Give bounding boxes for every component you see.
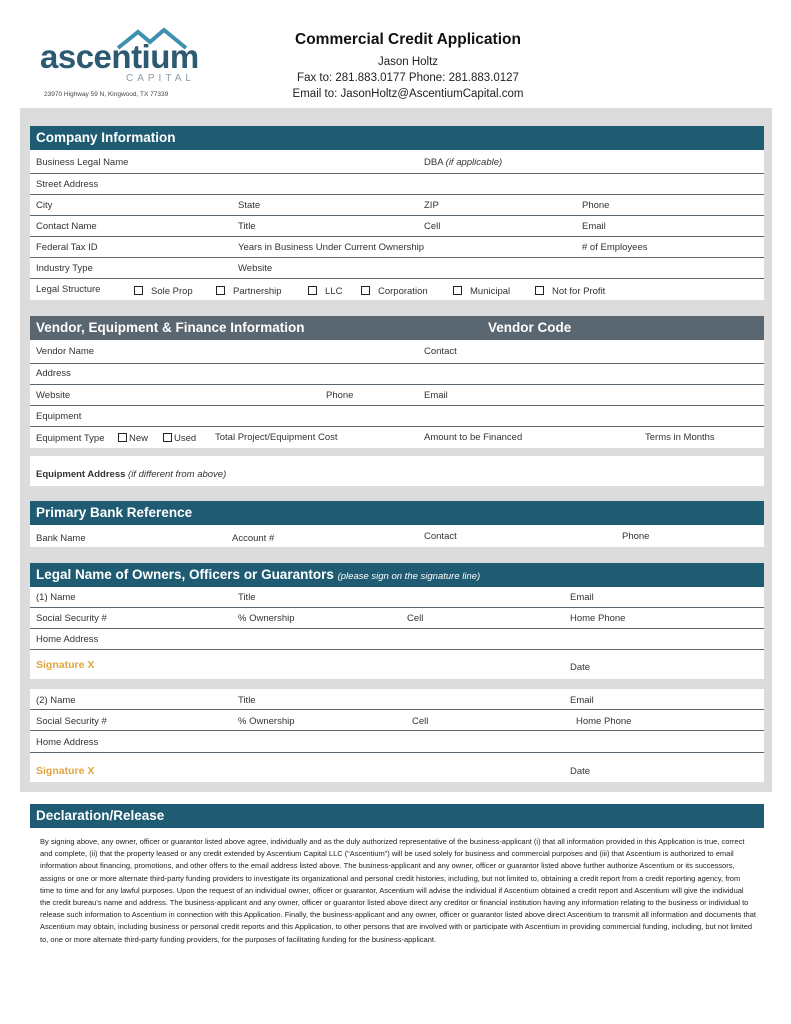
option-label: Partnership — [233, 286, 282, 297]
form-row — [30, 629, 764, 650]
owner2-date-field[interactable]: Date — [570, 766, 591, 777]
logo-wordmark: ascentium — [40, 38, 199, 75]
form-row — [30, 731, 764, 753]
option-label: Corporation — [378, 286, 428, 297]
form-row — [30, 608, 764, 629]
owner2-cell-field[interactable]: Cell — [412, 716, 429, 727]
corporation-checkbox[interactable] — [361, 286, 428, 297]
owner2-home-address-field[interactable]: Home Address — [36, 737, 99, 748]
vendor-section-title: Vendor, Equipment & Finance Information — [36, 320, 305, 335]
zip-field[interactable]: ZIP — [424, 200, 439, 211]
used-checkbox[interactable] — [163, 433, 196, 444]
equipment-address-panel — [30, 456, 764, 486]
num-employees-field[interactable]: # of Employees — [582, 242, 648, 253]
form-row — [30, 364, 764, 385]
account-number-field[interactable]: Account # — [232, 533, 275, 544]
declaration-text: By signing above, any owner, officer or guarantor listed above agree, individually and as the duly authorized representative of the business-applicant (i) that all information provided in this Application is true, correct and complete, (ii) that the property leased or any credit extended by Ascentium Capital LLC (“Ascentium”) will be used solely for business and commercial purposes and (iii) that Ascentium is authorized to email information about financing, promotions, and other offers to the email address listed above. The business-applicant and any owner, officer or guarantor listed above further authorize Ascentium or its successors, assigns or one or more alternate third-party funding providers to investigate its organizational and personal credit histories, including, but not limited to, obtaining a credit report from a credit reporting agency, from time to time and for any lawful purposes. Upon the request of an individual owner, officer or guarantor, Ascentium will advise the individual if Ascentium obtained a credit report and Ascentium will give the individual the credit bureau’s name and address. The business-applicant and any owner, officer or guarantor listed above direct any creditor or financial institution having any information relating to the business or individual to release such information to Ascentium in connection with this Application. Finally, the business-applicant and any owner, officer or guarantor listed above direct Ascentium to transmit all information and documents that Ascentium may obtain, including business or personal credit reports and this Application, to other persons that are involved with or participate with Ascentium in providing commercial funding, including, but not limited to, one or more alternate third-party funding providers, for the purposes of facilitating funding for the business-applicant. — [40, 837, 756, 944]
owner1-ssn-field[interactable]: Social Security # — [36, 613, 107, 624]
form-row — [30, 525, 764, 547]
form-row — [30, 258, 764, 279]
street-address-field[interactable]: Street Address — [36, 179, 99, 190]
section-title: Declaration/Release — [30, 804, 764, 828]
sole-prop-checkbox[interactable] — [134, 286, 193, 297]
option-label: LLC — [325, 286, 343, 297]
owner1-email-field[interactable]: Email — [570, 592, 594, 603]
terms-field[interactable]: Terms in Months — [645, 432, 715, 443]
form-row — [30, 710, 764, 731]
checkbox-icon — [216, 286, 225, 295]
owner2-signature-line[interactable]: Signature X — [36, 765, 95, 777]
years-in-business-field[interactable]: Years in Business Under Current Ownership — [238, 242, 425, 253]
checkbox-icon — [361, 286, 370, 295]
equipment-type-label: Equipment Type — [36, 433, 105, 444]
option-label: Not for Profit — [552, 286, 606, 297]
owners-section — [30, 563, 764, 679]
equipment-address-note: (if different from above) — [128, 469, 227, 480]
legal-structure-label: Legal Structure — [36, 284, 101, 295]
declaration-header — [30, 804, 764, 828]
checkbox-icon — [134, 286, 143, 295]
contact-name-field[interactable]: Contact Name — [36, 221, 97, 232]
contact-name: Jason Holtz — [377, 56, 439, 68]
checkbox-icon — [535, 286, 544, 295]
city-field[interactable]: City — [36, 200, 53, 211]
equipment-address-field[interactable] — [36, 469, 226, 480]
owner2-home-phone-field[interactable]: Home Phone — [576, 716, 632, 727]
owner2-name-field[interactable]: (2) Name — [36, 695, 76, 706]
form-row — [30, 195, 764, 216]
state-field[interactable]: State — [238, 200, 261, 211]
llc-checkbox[interactable] — [308, 286, 342, 297]
vendor-phone-field[interactable]: Phone — [326, 390, 354, 401]
section-title — [30, 316, 764, 340]
owners-title-note: (please sign on the signature line) — [337, 571, 481, 582]
owner1-date-field[interactable]: Date — [570, 662, 591, 673]
vendor-website-field[interactable]: Website — [36, 390, 71, 401]
owner1-name-field[interactable]: (1) Name — [36, 592, 76, 603]
company-section — [30, 126, 764, 300]
section-title: Company Information — [30, 126, 764, 150]
page-title: Commercial Credit Application — [295, 31, 521, 48]
owner1-home-address-field[interactable]: Home Address — [36, 634, 99, 645]
vendor-email-field[interactable]: Email — [424, 390, 448, 401]
form-row — [30, 587, 764, 608]
contact-email: Email to: JasonHoltz@AscentiumCapital.com — [292, 88, 524, 100]
owner1-title-field[interactable]: Title — [238, 592, 256, 603]
vendor-address-field[interactable]: Address — [36, 368, 71, 379]
business-legal-name-field[interactable]: Business Legal Name — [36, 157, 129, 168]
industry-type-field[interactable]: Industry Type — [36, 263, 93, 274]
form-row — [30, 340, 764, 364]
vendor-contact-field[interactable]: Contact — [424, 346, 457, 357]
dba-note: (if applicable) — [445, 157, 503, 168]
form-row — [30, 650, 764, 679]
option-label: New — [129, 433, 149, 444]
section-title: Primary Bank Reference — [30, 501, 764, 525]
cell-field[interactable]: Cell — [424, 221, 441, 232]
checkbox-icon — [453, 286, 462, 295]
phone-field[interactable]: Phone — [582, 200, 610, 211]
owner2-ssn-field[interactable]: Social Security # — [36, 716, 107, 727]
owner2-email-field[interactable]: Email — [570, 695, 594, 706]
total-cost-field[interactable]: Total Project/Equipment Cost — [215, 432, 338, 443]
federal-tax-id-field[interactable]: Federal Tax ID — [36, 242, 98, 253]
equipment-address-label: Equipment Address — [36, 469, 126, 480]
option-label: Used — [174, 433, 197, 444]
checkbox-icon — [308, 286, 317, 295]
owner1-home-phone-field[interactable]: Home Phone — [570, 613, 626, 624]
owner2-title-field[interactable]: Title — [238, 695, 256, 706]
option-label: Sole Prop — [151, 286, 193, 297]
section-title — [30, 563, 764, 587]
form-row — [30, 150, 764, 174]
owner1-signature-line[interactable]: Signature X — [36, 659, 95, 671]
dba-label: DBA — [424, 157, 444, 168]
bank-phone-field[interactable]: Phone — [622, 531, 650, 542]
equipment-field[interactable]: Equipment — [36, 411, 82, 422]
title-field[interactable]: Title — [238, 221, 256, 232]
form-row — [30, 174, 764, 195]
email-field[interactable]: Email — [582, 221, 606, 232]
logo-subtitle: CAPITAL — [126, 73, 195, 84]
dba-field[interactable] — [424, 157, 502, 168]
vendor-name-field[interactable]: Vendor Name — [36, 346, 95, 357]
bank-contact-field[interactable]: Contact — [424, 531, 457, 542]
partnership-checkbox[interactable] — [216, 286, 282, 297]
form-row — [30, 216, 764, 237]
owner2-panel — [30, 689, 764, 782]
form-row — [30, 279, 764, 300]
new-checkbox[interactable] — [118, 433, 148, 444]
form-row — [30, 406, 764, 427]
owner2-ownership-field[interactable]: % Ownership — [238, 716, 295, 727]
form-row — [30, 753, 764, 782]
fax-phone: Fax to: 281.883.0177 Phone: 281.883.0127 — [297, 72, 519, 84]
vendor-section — [30, 316, 764, 448]
form-row — [30, 385, 764, 406]
option-label: Municipal — [470, 286, 511, 297]
municipal-checkbox[interactable] — [453, 286, 510, 297]
checkbox-icon — [118, 433, 127, 442]
form-row — [30, 237, 764, 258]
bank-name-field[interactable]: Bank Name — [36, 533, 86, 544]
vendor-code-label: Vendor Code — [488, 320, 572, 335]
owners-section-title: Legal Name of Owners, Officers or Guarantors — [36, 567, 334, 582]
company-address: 23970 Highway 59 N, Kingwood, TX 77339 — [44, 91, 169, 98]
website-field[interactable]: Website — [238, 263, 273, 274]
bank-section — [30, 501, 764, 547]
amount-financed-field[interactable]: Amount to be Financed — [424, 432, 523, 443]
not-for-profit-checkbox[interactable] — [535, 286, 605, 297]
owner1-cell-field[interactable]: Cell — [407, 613, 424, 624]
form-row — [30, 427, 764, 448]
form-row — [30, 689, 764, 710]
owner1-ownership-field[interactable]: % Ownership — [238, 613, 295, 624]
checkbox-icon — [163, 433, 172, 442]
